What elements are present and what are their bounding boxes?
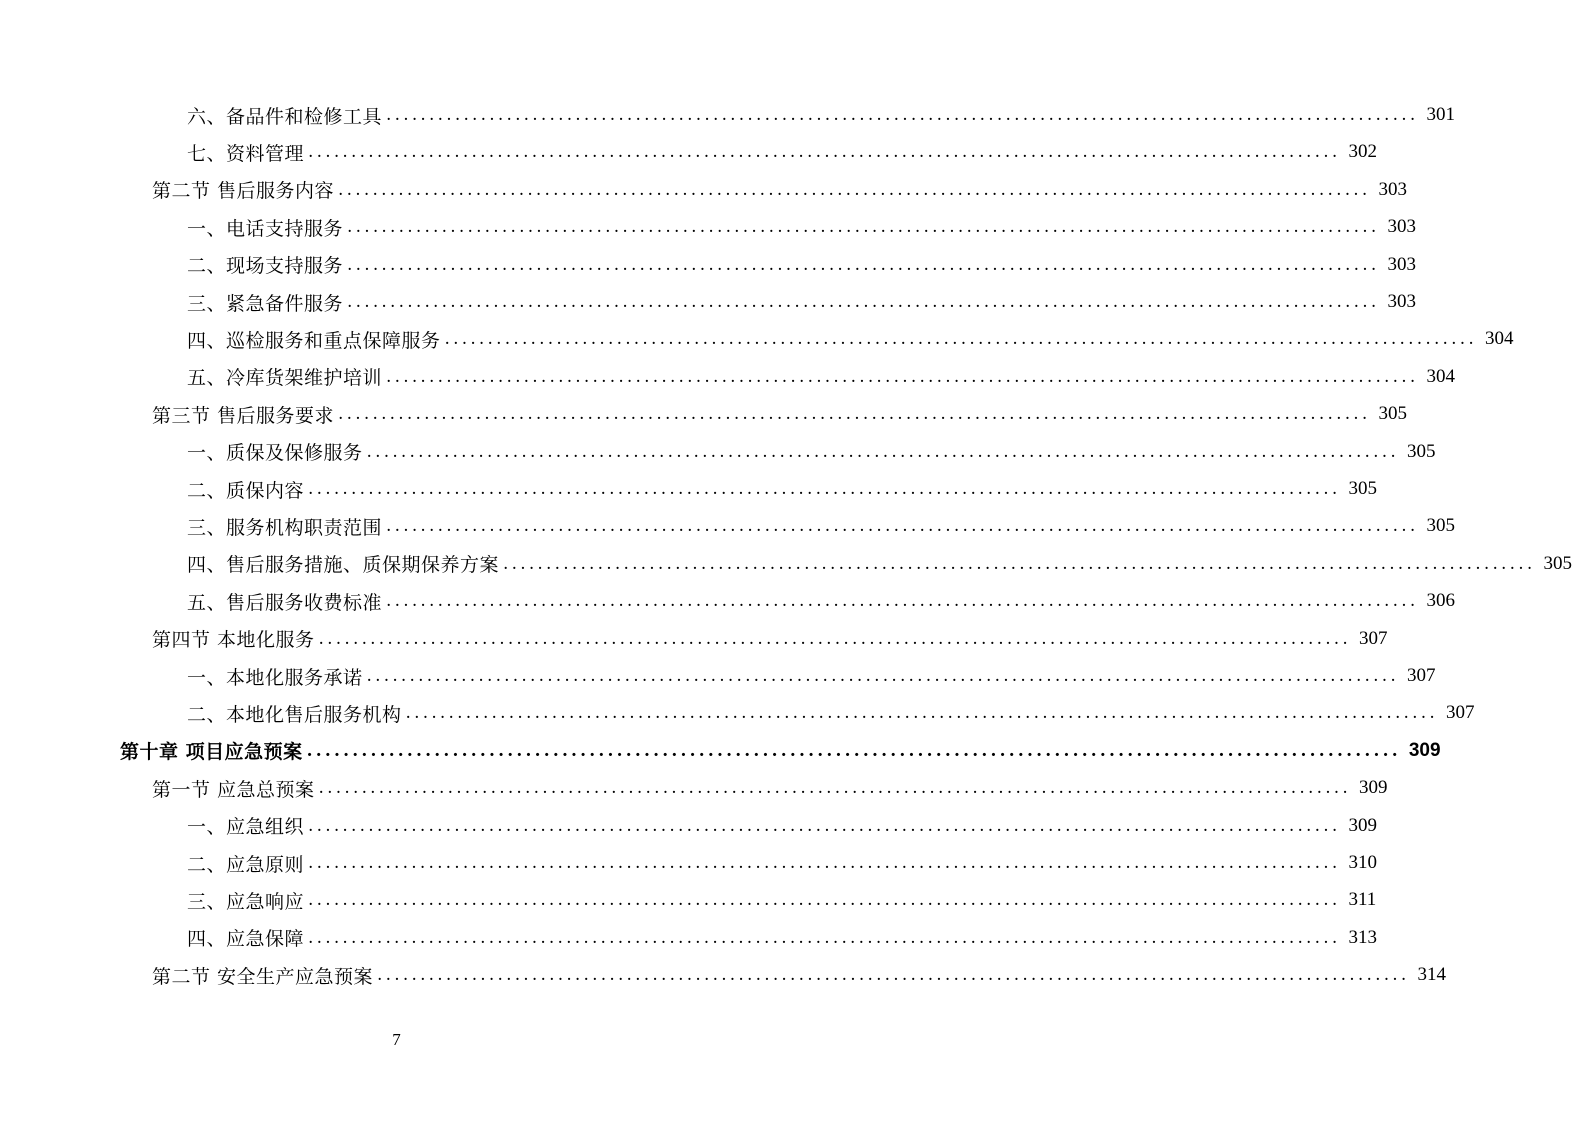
toc-entry-page: 305 <box>1543 552 1572 574</box>
toc-entry-page: 313 <box>1348 926 1377 948</box>
toc-dot-leader: ........................................................................................................................ <box>503 553 1536 574</box>
toc-entry-page: 304 <box>1426 365 1455 387</box>
toc-dot-leader: ........................................................................................................................ <box>347 292 1380 312</box>
toc-entry-title: 二、质保内容 <box>187 479 305 502</box>
toc-subsection-entry[interactable] <box>187 586 1455 616</box>
toc-entry-title: 五、售后服务收费标准 <box>187 591 383 614</box>
page-number: 7 <box>392 1030 401 1049</box>
toc-entry-title: 三、应急响应 <box>187 890 305 913</box>
toc-dot-leader: ........................................................................................................................ <box>306 740 1401 761</box>
toc-dot-leader: ........................................................................................................................ <box>308 142 1341 163</box>
toc-section-entry[interactable] <box>152 773 1388 803</box>
toc-subsection-entry[interactable] <box>187 923 1377 953</box>
toc-entry-title: 六、备品件和检修工具 <box>187 105 383 128</box>
toc-entry-title: 一、应急组织 <box>187 816 305 839</box>
toc-entry-page: 310 <box>1348 852 1377 873</box>
toc-entry-title: 一、本地化服务承诺 <box>187 666 363 689</box>
toc-entry-title: 第四节 本地化服务 <box>152 629 315 652</box>
toc-entry-title: 五、冷库货架维护培训 <box>187 367 383 390</box>
toc-entry-title: 二、应急原则 <box>187 853 305 876</box>
toc-dot-leader: ........................................................................................................................ <box>405 703 1438 724</box>
toc-entry-title: 第一节 应急总预案 <box>152 778 315 801</box>
toc-dot-leader: ........................................................................................................................ <box>386 366 1419 387</box>
toc-subsection-entry[interactable] <box>187 885 1377 915</box>
toc-dot-leader: ........................................................................................................................ <box>386 591 1419 612</box>
toc-entry-page: 309 <box>1359 777 1388 799</box>
toc-dot-leader: ........................................................................................................................ <box>308 815 1341 836</box>
toc-entry-page: 305 <box>1348 478 1377 499</box>
toc-entry-title: 第十章 项目应急预案 <box>120 741 303 764</box>
toc-section-entry[interactable] <box>152 624 1388 654</box>
toc-subsection-entry[interactable] <box>187 362 1455 392</box>
toc-subsection-entry[interactable] <box>187 250 1416 280</box>
toc-dot-leader: ........................................................................................................................ <box>377 965 1410 986</box>
toc-subsection-entry[interactable] <box>187 661 1436 691</box>
toc-subsection-entry[interactable] <box>187 549 1572 579</box>
toc-entry-title: 二、本地化售后服务机构 <box>187 703 402 726</box>
toc-subsection-entry[interactable] <box>187 437 1436 467</box>
toc-entry-title: 第二节 安全生产应急预案 <box>152 965 374 988</box>
toc-dot-leader: ........................................................................................................................ <box>366 441 1399 462</box>
toc-dot-leader: ........................................................................................................................ <box>366 666 1399 686</box>
toc-dot-leader: ........................................................................................................................ <box>338 404 1371 425</box>
toc-subsection-entry[interactable] <box>187 811 1377 841</box>
toc-entry-page: 303 <box>1387 253 1416 275</box>
toc-entry-page: 302 <box>1348 141 1377 163</box>
toc-dot-leader: ........................................................................................................................ <box>347 254 1380 275</box>
toc-entry-page: 304 <box>1484 328 1514 350</box>
toc-subsection-entry[interactable] <box>187 511 1455 541</box>
toc-entry-page: 303 <box>1387 216 1416 238</box>
toc-entry-page: 303 <box>1378 178 1408 200</box>
toc-entry-page: 309 <box>1348 814 1377 836</box>
toc-entry-title: 一、质保及保修服务 <box>187 442 363 465</box>
toc-entry-page: 307 <box>1406 665 1436 686</box>
toc-dot-leader: ........................................................................................................................ <box>308 479 1341 499</box>
toc-dot-leader: ........................................................................................................................ <box>338 179 1371 200</box>
toc-entry-page: 306 <box>1426 590 1455 612</box>
toc-entry-page: 309 <box>1408 739 1441 761</box>
toc-subsection-entry[interactable] <box>187 698 1475 728</box>
toc-dot-leader: ........................................................................................................................ <box>308 927 1341 948</box>
toc-entry-title: 二、现场支持服务 <box>187 255 344 278</box>
toc-dot-leader: ........................................................................................................................ <box>308 853 1341 873</box>
toc-dot-leader: ........................................................................................................................ <box>444 329 1477 350</box>
toc-entry-title: 四、售后服务措施、质保期保养方案 <box>187 554 500 577</box>
toc-chapter-entry[interactable] <box>120 736 1441 766</box>
toc-subsection-entry[interactable] <box>187 212 1416 242</box>
toc-entry-title: 第三节 售后服务要求 <box>152 404 335 427</box>
toc-dot-leader: ........................................................................................................................ <box>318 628 1352 649</box>
toc-entry-page: 301 <box>1426 104 1455 125</box>
toc-section-entry[interactable] <box>152 960 1447 990</box>
toc-entry-title: 三、紧急备件服务 <box>187 292 344 315</box>
toc-subsection-entry[interactable] <box>187 137 1377 167</box>
toc-dot-leader: ........................................................................................................................ <box>386 105 1419 125</box>
toc-subsection-entry[interactable] <box>187 287 1416 317</box>
toc-entry-page: 307 <box>1445 702 1475 724</box>
toc-entry-page: 305 <box>1378 403 1408 425</box>
toc-entry-page: 305 <box>1406 440 1436 462</box>
toc-dot-leader: ........................................................................................................................ <box>308 890 1341 911</box>
toc-entry-title: 七、资料管理 <box>187 142 305 165</box>
toc-entry-page: 311 <box>1348 889 1377 911</box>
toc-section-entry[interactable] <box>152 399 1408 429</box>
toc-entry-title: 第二节 售后服务内容 <box>152 180 335 203</box>
toc-entry-title: 一、电话支持服务 <box>187 217 344 240</box>
toc-section-entry[interactable] <box>152 175 1408 205</box>
toc-subsection-entry[interactable] <box>187 474 1377 504</box>
toc-dot-leader: ........................................................................................................................ <box>318 778 1352 799</box>
toc-subsection-entry[interactable] <box>187 324 1514 354</box>
toc-entry-title: 四、巡检服务和重点保障服务 <box>187 329 441 352</box>
toc-entry-title: 三、服务机构职责范围 <box>187 516 383 539</box>
toc-entry-title: 四、应急保障 <box>187 928 305 951</box>
toc-entry-page: 305 <box>1426 515 1455 537</box>
toc-entry-page: 314 <box>1417 964 1447 986</box>
toc-subsection-entry[interactable] <box>187 848 1377 878</box>
toc-subsection-entry[interactable] <box>187 100 1455 130</box>
toc-entry-page: 303 <box>1387 291 1416 312</box>
toc-dot-leader: ........................................................................................................................ <box>386 516 1419 537</box>
toc-dot-leader: ........................................................................................................................ <box>347 217 1380 238</box>
toc-entry-page: 307 <box>1359 627 1388 649</box>
